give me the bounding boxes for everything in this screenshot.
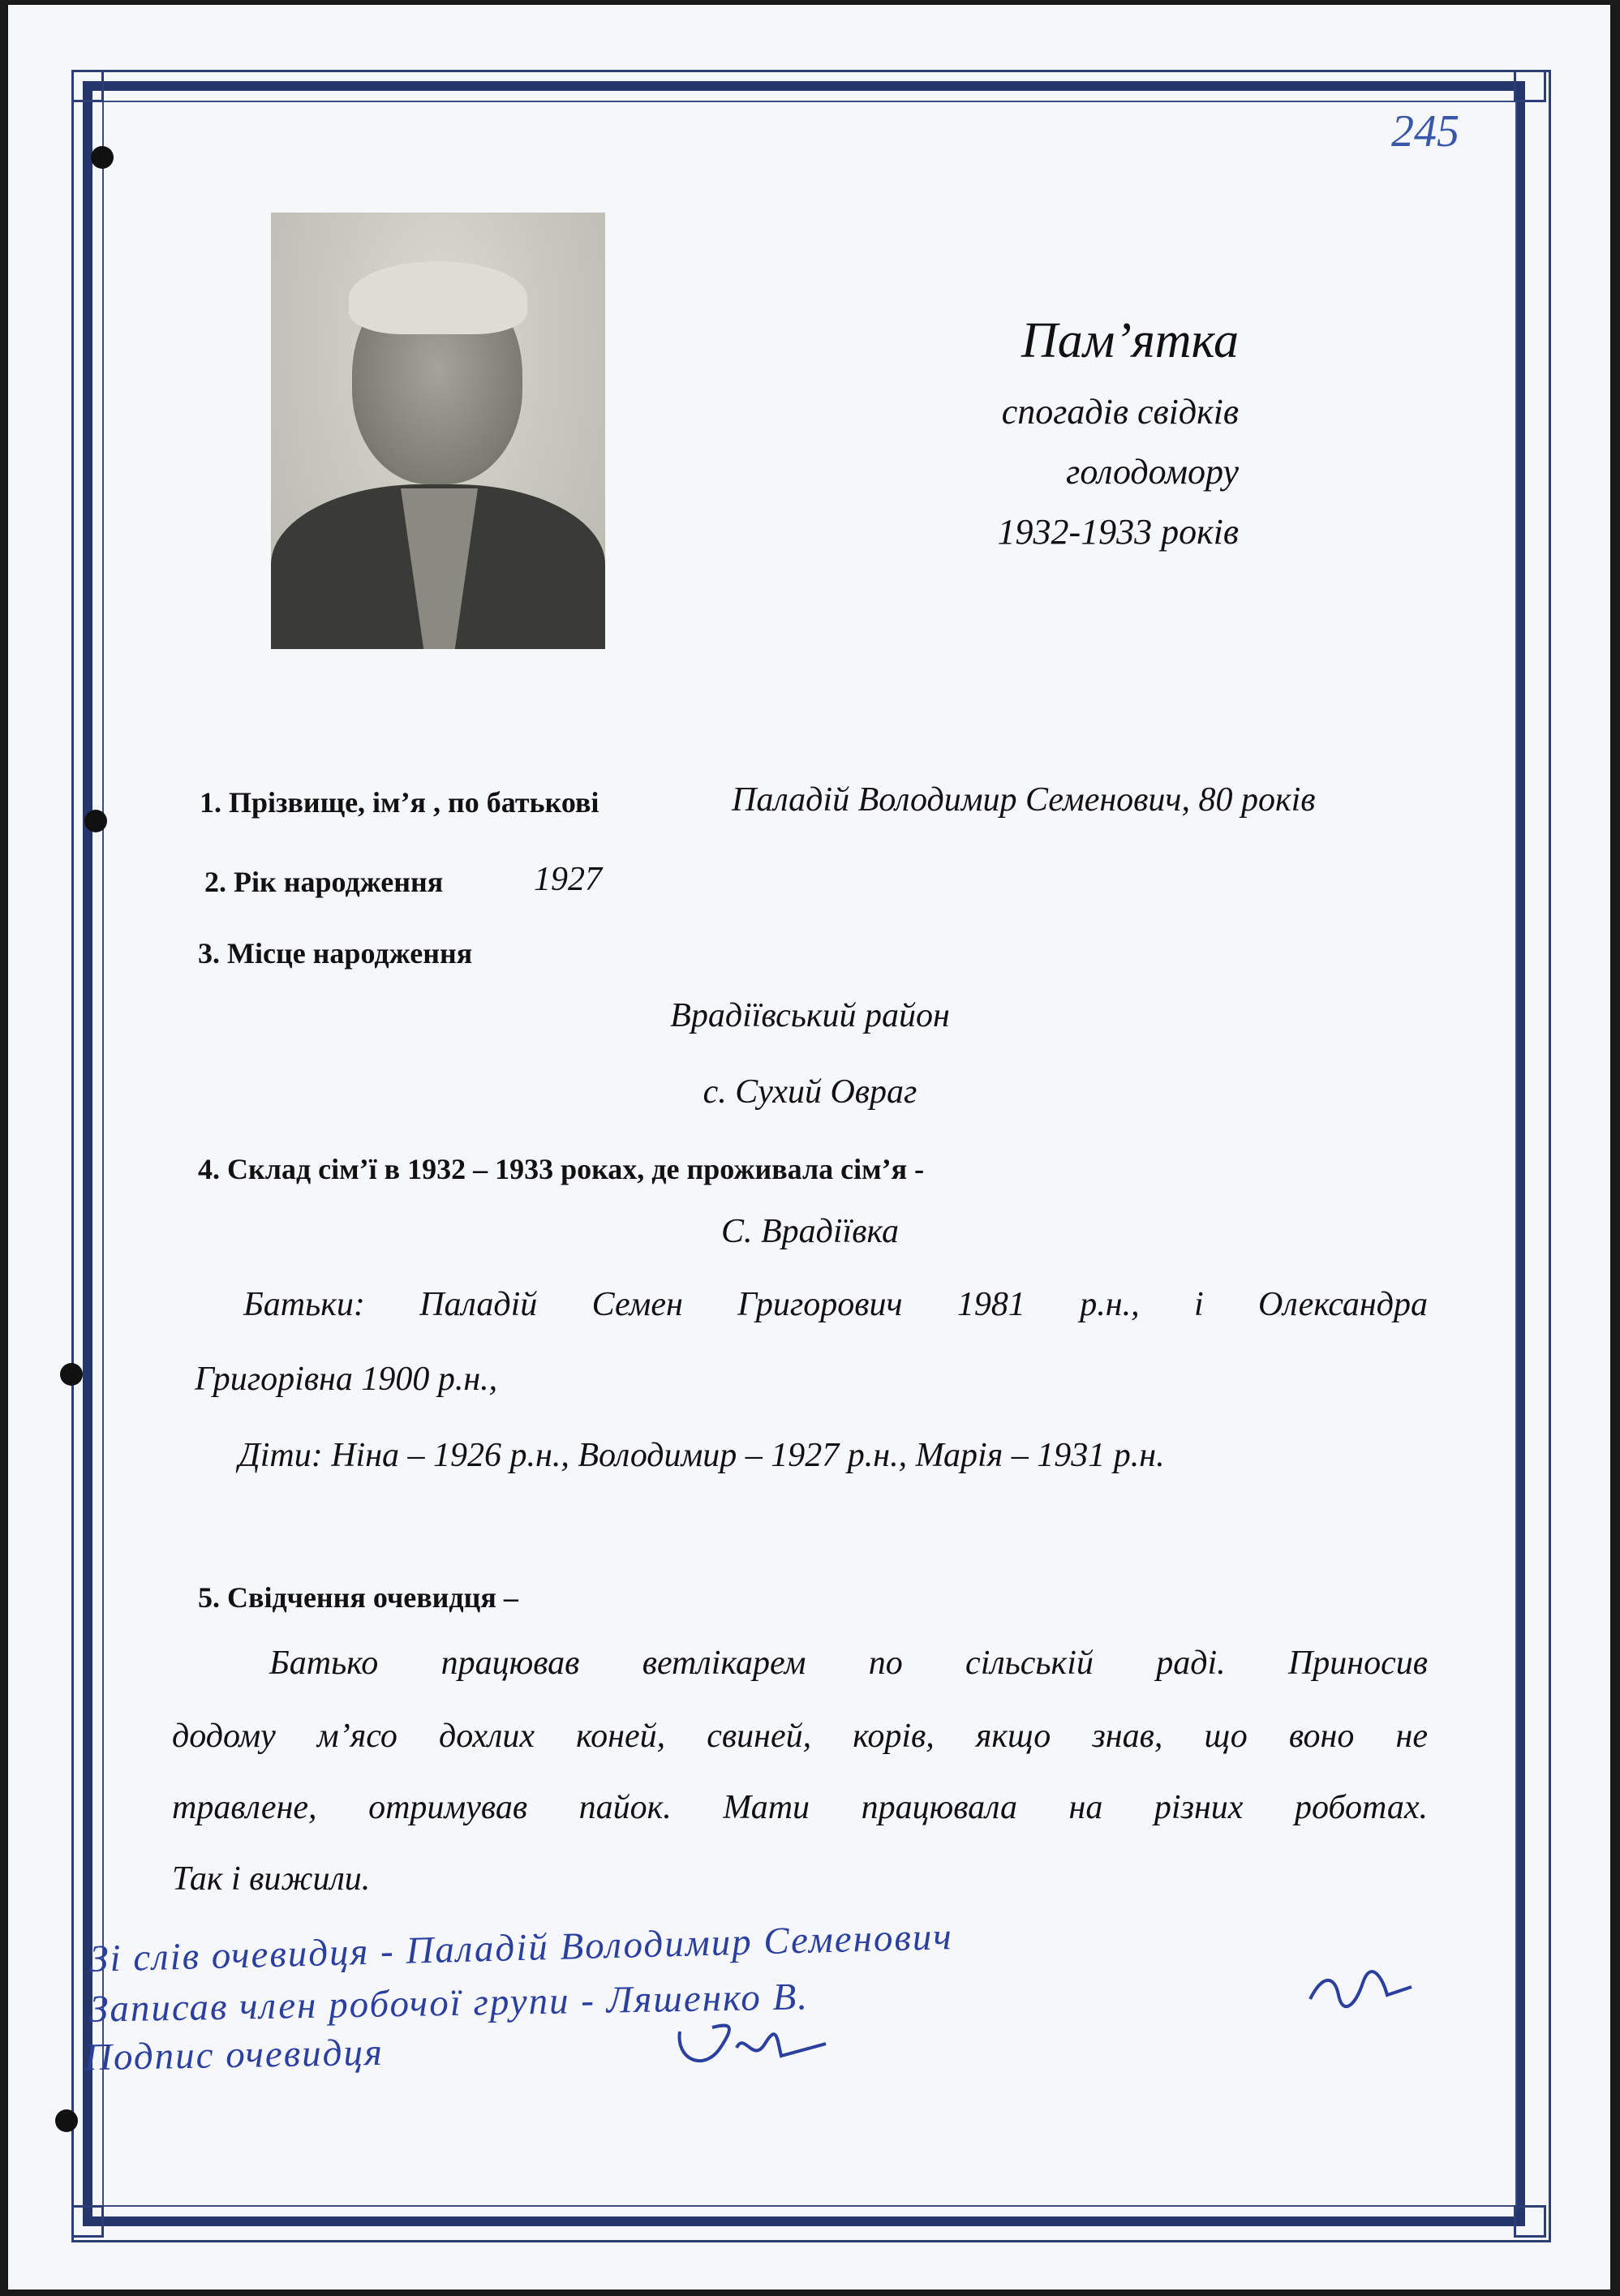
field-family-label: 4. Склад сім’ї в 1932 – 1933 роках, де проживала сім’я -: [198, 1153, 925, 1185]
border-corner-ornament: [1514, 2205, 1546, 2238]
title-line-2: спогадів свідків: [1001, 392, 1239, 432]
field-family-residence: С. Врадіївка: [720, 1213, 900, 1250]
witness-signature: [672, 2015, 834, 2080]
portrait-photo: [271, 213, 605, 649]
punch-hole: [91, 146, 114, 169]
testimony-line: травлене, отримував пайок. Мати працювала на різних роботах.: [172, 1789, 1428, 1826]
punch-hole: [55, 2109, 78, 2132]
field-birthplace-district: Врадіївський район: [670, 997, 950, 1034]
border-corner-ornament: [1514, 70, 1546, 102]
field-birthplace-label: 3. Місце народження: [198, 937, 473, 970]
testimony-line: додому м’ясо дохлих коней, свиней, корів, якщо знав, що воно не: [172, 1718, 1428, 1755]
handwritten-note-line: Зі слів очевидця - Паладій Володимир Семенович: [88, 1915, 954, 1980]
recorder-signature: [1306, 1967, 1420, 2015]
field-family-parents: Батьки: Паладій Семен Григорович 1981 р.н., і Олександра: [243, 1286, 1428, 1323]
field-birth-year-label: 2. Рік народження: [204, 866, 444, 898]
field-testimony-label: 5. Свідчення очевидця –: [198, 1581, 518, 1614]
testimony-line: Батько працював ветлікарем по сільській раді. Приносив: [269, 1645, 1428, 1682]
archive-page-number: 245: [1391, 106, 1459, 157]
border-corner-ornament: [71, 2205, 104, 2238]
field-birth-year-value: 1927: [534, 861, 602, 898]
testimony-line: Так і вижили.: [172, 1860, 371, 1898]
field-family-children: Діти: Ніна – 1926 р.н., Володимир – 1927 р.н., Марія – 1931 р.н.: [238, 1437, 1165, 1474]
title-line-1: Пам’ятка: [1021, 313, 1239, 368]
field-name-label: 1. Прізвище, ім’я , по батькові: [200, 786, 599, 819]
title-line-3: голодомору: [1066, 452, 1239, 492]
punch-hole: [84, 810, 107, 832]
field-family-parents-cont: Григорівна 1900 р.н.,: [195, 1361, 498, 1398]
title-line-4: 1932-1933 років: [997, 512, 1239, 552]
field-birthplace-village: с. Сухий Овраг: [703, 1073, 917, 1111]
field-name-value: Паладій Володимир Семенович, 80 років: [732, 781, 1316, 819]
handwritten-note-line: Подпис очевидця: [84, 2031, 385, 2079]
border-corner-ornament: [71, 70, 104, 102]
handwritten-note-line: Записав член робочої групи - Ляшенко В.: [88, 1976, 810, 2031]
punch-hole: [60, 1363, 83, 1386]
